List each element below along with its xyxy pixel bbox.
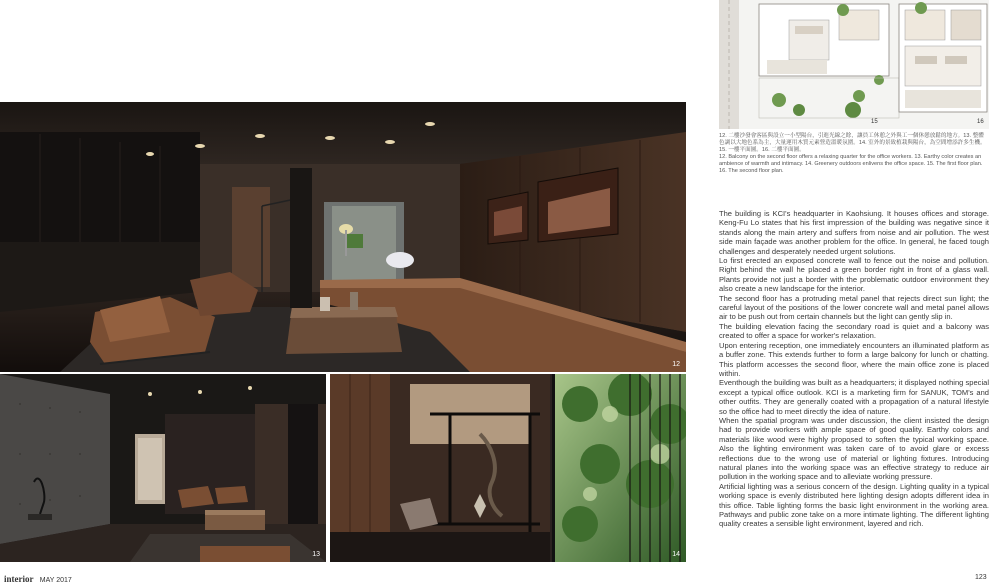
article-paragraph: Artificial lighting was a serious concern of the design. Lighting quality in a typical working space is evenly distributed here lighting design adopts different idea in this office. Table lighting forms the basic light environment in the working area. Pathways and public zone take on a more intimate lighting. The different lighting quality creates a sensible light environment, layered and rich. bbox=[719, 481, 989, 529]
caption-chinese: 12. 二樓沙發會客區與設立一小型陽台，引進光線之餘，讓員工休憩之外與工一個休憩放鬆的地方。13. 整體色調以大地色系為主，大量運用木質元素營造溫暖氛圍。14. 室外的景致植栽與陽台，為空間增添許多生機。15. 一樓平面圖。16. 二樓平面圖。 bbox=[719, 133, 986, 153]
floor-plan-15-icon bbox=[719, 0, 899, 129]
page-number: 123 bbox=[975, 574, 987, 581]
plan-number: 16 bbox=[977, 119, 984, 125]
article-paragraph: The building elevation facing the secondary road is quiet and a balcony was created to offer a space for worker's relaxation. bbox=[719, 321, 989, 341]
photo-dark-lounge bbox=[0, 374, 326, 562]
photo-staircase bbox=[330, 374, 686, 562]
photo-number: 13 bbox=[312, 551, 320, 558]
article-body bbox=[719, 209, 989, 529]
photo-number: 12 bbox=[672, 361, 680, 368]
issue-date: MAY 2017 bbox=[39, 577, 72, 584]
caption-english: 12. Balcony on the second floor offers a relaxing quarter for the office workers. 13. Earthy color creates an ambience of warmth and intimacy. 14. Greenery outdoors enlivens the office space. 15. The first floor plan. 16. The second floor plan. bbox=[719, 154, 983, 174]
article-paragraph: When the spatial program was under discussion, the client insisted the design had to provide workers with ample space of good quality. Earthy colors and materials like wood were highly proposed to soften the typical working space. Also the lighting environment was taken care of to avoid glare or excess reflections due to the wrong use of material or lighting fixtures. Introducing natural planes into the working space was an effective strategy to reduce air pollution in the working space and to alleviate working pressure. bbox=[719, 415, 989, 482]
photo-lounge bbox=[0, 102, 686, 372]
article-paragraph: Lo first erected an exposed concrete wall to fence out the noise and pollution. Right behind the wall he placed a green border right in front of a glass wall. Plants provide not just a border with the problematic outdoor environment they also create a new landscape for the interior. bbox=[719, 256, 989, 294]
plan-number: 15 bbox=[871, 119, 878, 125]
article-paragraph: Eventhough the building was built as a headquarters; it displayed nothing special except a typical office outlook. KCI is a marketing firm for SANUK, TOM's and other outfits. They are generally coated with a propagation of a natural lifestyle so the office had to meet directly the idea of nature. bbox=[719, 378, 989, 416]
floor-plans bbox=[719, 0, 989, 129]
article-paragraph: The second floor has a protruding metal panel that rejects direct sun light; the careful layout of the positions of the lower concrete wall and metal panel allows air to be push out from certain channels but the light can gently slip in. bbox=[719, 293, 989, 322]
floor-plan-16-icon bbox=[899, 2, 987, 112]
article-paragraph: The building is KCI's headquarter in Kaohsiung. It houses offices and storage. Keng-Fu Lo states that his first impression of the building was negative since it stands along the main artery and suffers from noise and air pollution. The west side main façade was another problem for the office. In general, he faced tough challenges and desperately needed urgent solutions. bbox=[719, 209, 989, 256]
footer-left bbox=[4, 574, 72, 584]
article-paragraph: Upon entering reception, one immediately encounters an illuminated platform as a buffer zone. This extends further to form a large balcony for lunch or chatting. This platform accesses the second floor, where the main office zone is placed within. bbox=[719, 340, 989, 378]
magazine-logo: interior bbox=[4, 574, 34, 584]
photo-number: 14 bbox=[672, 551, 680, 558]
